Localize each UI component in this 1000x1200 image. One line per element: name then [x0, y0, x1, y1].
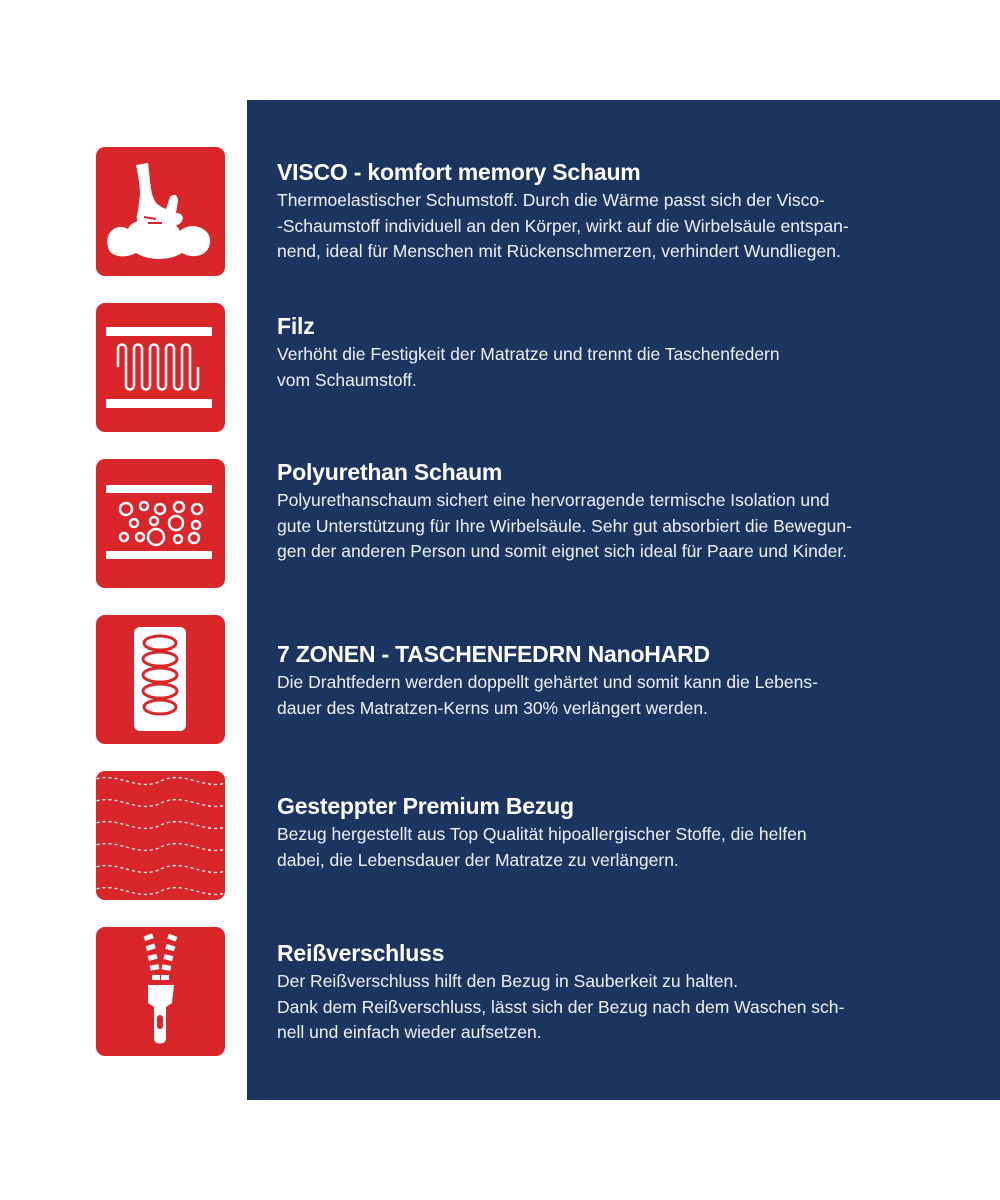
feature-text-line: gen der anderen Person und somit eignet sich ideal für Paare und Kinder. [277, 541, 848, 561]
feature-text-line: Bezug hergestellt aus Top Qualität hipoallergischer Stoffe, die helfen [277, 824, 807, 844]
feature-text-line: Verhöht die Festigkeit der Matratze und trennt die Taschenfedern [277, 344, 780, 364]
feature-text-line: -Schaumstoff individuell an den Körper, wirkt auf die Wirbelsäule entspan- [277, 215, 849, 236]
feature-text-line: Polyurethanschaum sichert eine hervorragende termische Isolation und [277, 490, 830, 510]
feature-reissverschluss [277, 939, 967, 1046]
feature-filz [277, 312, 967, 393]
foam-bubbles-icon [96, 459, 225, 588]
feature-title: Filz [277, 313, 315, 339]
feature-text-line: Dank dem Reißverschluss, lässt sich der Bezug nach dem Waschen sch- [277, 996, 845, 1017]
feature-text-line: nell und einfach wieder aufsetzen. [277, 1022, 542, 1042]
pocket-spring-icon [96, 615, 225, 744]
zipper-icon [96, 927, 225, 1056]
feature-taschenfedern [277, 640, 967, 721]
felt-layer-icon [96, 303, 225, 432]
feature-bezug [277, 792, 967, 873]
feature-text-line: Die Drahtfedern werden doppellt gehärtet und somit kann die Lebens- [277, 672, 818, 692]
feature-title: 7 ZONEN - TASCHENFEDRN NanoHARD [277, 641, 710, 667]
feature-visco [277, 158, 967, 265]
feature-title: Reißverschluss [277, 940, 445, 966]
feature-title: Gesteppter Premium Bezug [277, 793, 574, 819]
feature-title: Polyurethan Schaum [277, 459, 503, 485]
feature-title: VISCO - komfort memory Schaum [277, 159, 641, 185]
quilted-cover-icon [96, 771, 225, 900]
feature-text-line: Der Reißverschluss hilft den Bezug in Sauberkeit zu halten. [277, 971, 739, 991]
feature-text-line: gute Unterstützung für Ihre Wirbelsäule. Sehr gut absorbiert die Bewegun- [277, 515, 852, 536]
feature-text-line: vom Schaumstoff. [277, 369, 417, 390]
feature-text-line: nend, ideal für Menschen mit Rückenschmerzen, verhindert Wundliegen. [277, 241, 841, 261]
feature-text-line: Thermoelastischer Schumstoff. Durch die Wärme passt sich der Visco- [277, 190, 825, 210]
feature-text-line: dauer des Matratzen-Kerns um 30% verlängert werden. [277, 697, 708, 718]
hand-pressing-foam-icon [96, 147, 225, 276]
feature-text-line: dabei, die Lebensdauer der Matratze zu verlängern. [277, 849, 679, 870]
feature-polyurethan [277, 458, 967, 565]
